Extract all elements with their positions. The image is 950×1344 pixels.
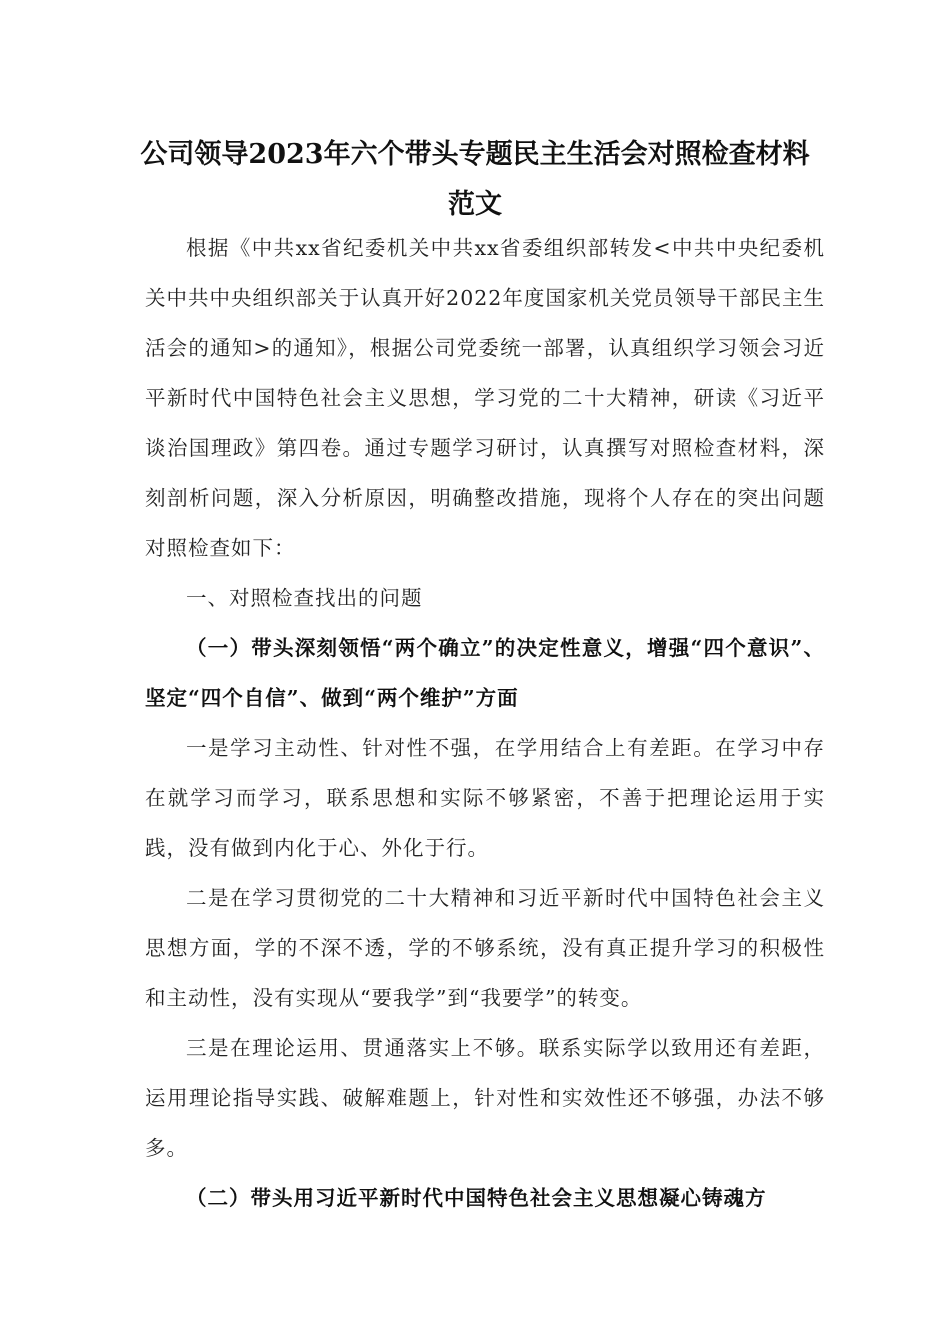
document-title: 公司领导2023年六个带头专题民主生活会对照检查材料范文 [140,139,810,220]
intro-paragraph: 根据《中共xx省纪委机关中共xx省委组织部转发<中共中央纪委机关中共中央组织部关于认真开好2022年度国家机关党员领导干部民主生活会的通知>的通知》，根据公司党委统一部署，认真组织学习领会习近平新时代中国特色社会主义思想，学习党的二十大精神，研读《习近平谈治国理政》第四卷。通过专题学习研讨，认真撰写对照检查材料，深刻剖析问题，深入分析原因，明确整改措施，现将个人存在的突出问题对照检查如下： [145,236,825,560]
problem-point-3: 三是在理论运用、贯通落实上不够。联系实际学以致用还有差距，运用理论指导实践、破解难题上，针对性和实效性还不够强，办法不够多。 [145,1036,825,1160]
problem-point-2: 二是在学习贯彻党的二十大精神和习近平新时代中国特色社会主义思想方面，学的不深不透，学的不够系统，没有真正提升学习的积极性和主动性，没有实现从“要我学”到“我要学”的转变。 [145,886,825,1010]
document-body [145,223,825,1223]
problem-point-1: 一是学习主动性、针对性不强，在学用结合上有差距。在学习中存在就学习而学习，联系思想和实际不够紧密，不善于把理论运用于实践，没有做到内化于心、外化于行。 [145,736,825,860]
section-heading-problems: 一、对照检查找出的问题 [186,586,423,610]
subsection-heading-2: （二）带头用习近平新时代中国特色社会主义思想凝心铸魂方 [186,1186,767,1210]
subsection-heading-1: （一）带头深刻领悟“两个确立”的决定性意义，增强“四个意识”、坚定“四个自信”、做到“两个维护”方面 [145,636,825,710]
